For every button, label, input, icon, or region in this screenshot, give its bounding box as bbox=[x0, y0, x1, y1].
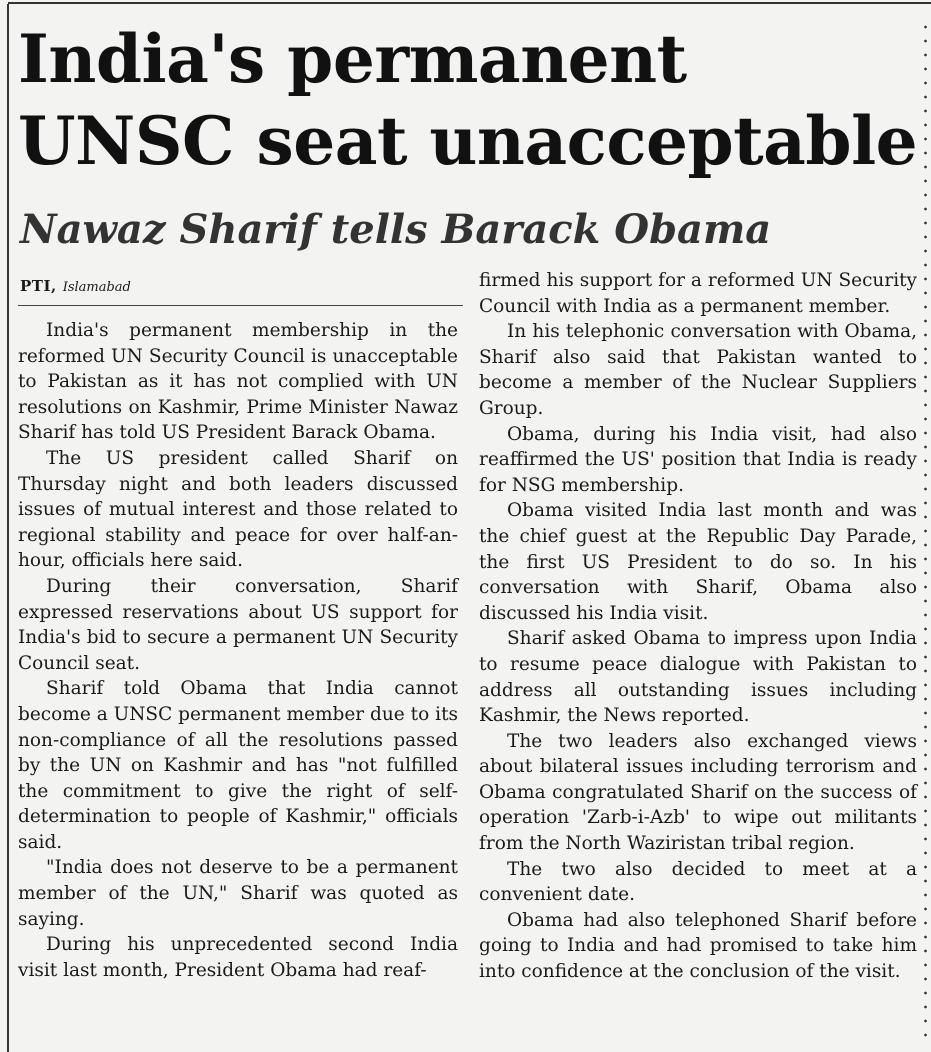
paragraph: During their conversation, Sharif expressed reservations about US support for India's bid to secure a permanent UN Security Council seat. bbox=[18, 575, 458, 674]
paragraph: India's permanent membership in the reformed UN Security Council is unacceptable to Pakistan as it has not complied with UN resolutions on Kashmir, Prime Minister Nawaz Sharif has told US President Barack Obama. bbox=[18, 320, 458, 444]
paragraph: Sharif told Obama that India cannot become a UNSC permanent member due to its non-compliance of all the resolutions passed by the UN on Kashmir and has "not fulfilled the commitment to give the right of self-determination to people of Kashmir," officials said. bbox=[18, 678, 458, 853]
paragraph: Obama visited India last month and was the chief guest at the Republic Day Parade, the first US President to do so. In his conversation with Sharif, Obama also discussed his India visit. bbox=[479, 500, 917, 624]
paragraph: The two also decided to meet at a convenient date. bbox=[479, 858, 917, 906]
headline: India's permanent UNSC seat unacceptable bbox=[18, 20, 918, 180]
paragraph: "India does not deserve to be a permanent member of the UN," Sharif was quoted as saying. bbox=[18, 857, 458, 930]
byline-place: Islamabad bbox=[62, 280, 131, 295]
paragraph: The US president called Sharif on Thursday night and both leaders discussed issues of mutual interest and those related to regional stability and peace for over half-an-hour, officials here said. bbox=[18, 447, 458, 572]
byline bbox=[20, 277, 131, 295]
top-border bbox=[8, 2, 931, 4]
left-column bbox=[18, 318, 458, 983]
byline-divider bbox=[18, 305, 463, 306]
paragraph: Sharif asked Obama to impress upon India to resume peace dialogue with Pakistan to address all outstanding issues including Kashmir, the News reported. bbox=[479, 628, 917, 727]
paragraph: In his telephonic conversation with Obama, Sharif also said that Pakistan wanted to become a member of the Nuclear Suppliers Group. bbox=[479, 321, 917, 419]
byline-agency: PTI, bbox=[20, 277, 57, 295]
right-dotted-border bbox=[924, 20, 927, 1042]
paragraph: Obama had also telephoned Sharif before going to India and had promised to take him into confidence at the conclusion of the visit. bbox=[479, 909, 917, 983]
paragraph-continued: firmed his support for a reformed UN Security Council with India as a permanent member. bbox=[479, 270, 917, 317]
left-border bbox=[7, 4, 9, 1052]
paragraph: During his unprecedented second India visit last month, President Obama had reaf- bbox=[18, 934, 458, 981]
paragraph: The two leaders also exchanged views about bilateral issues including terrorism and Obama congratulated Sharif on the success of operation 'Zarb-i-Azb' to wipe out militants from the North Waziristan tribal region. bbox=[479, 730, 917, 855]
right-column bbox=[479, 268, 917, 985]
paragraph: Obama, during his India visit, had also reaffirmed the US' position that India is ready for NSG membership. bbox=[479, 423, 917, 496]
subheadline: Nawaz Sharif tells Barack Obama bbox=[20, 206, 772, 253]
